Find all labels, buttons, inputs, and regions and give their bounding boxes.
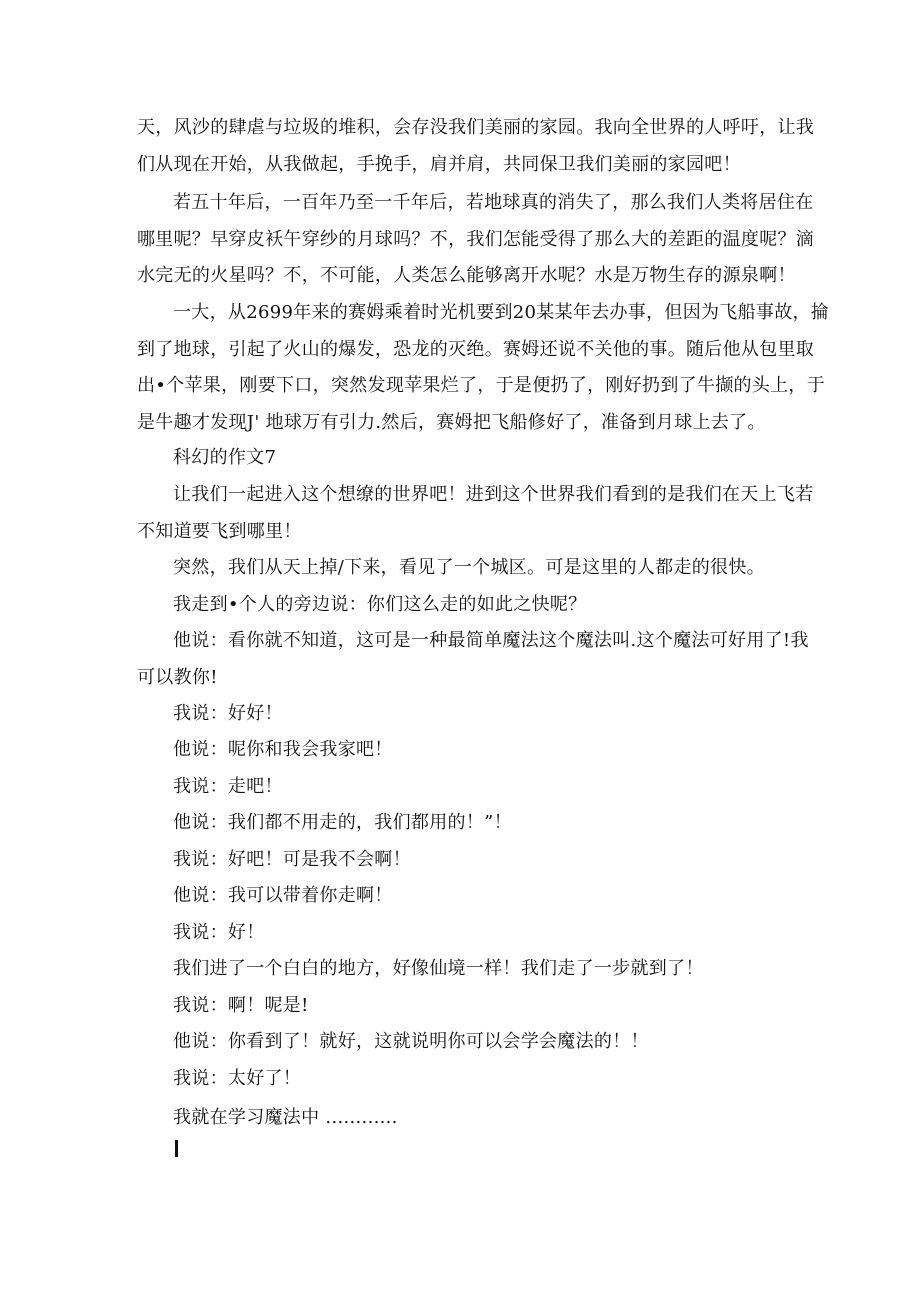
paragraph-line: 哪里呢？早穿皮袄午穿纱的月球吗？不，我们怎能受得了那么大的差距的温度呢？滴	[137, 228, 815, 250]
paragraph-1	[137, 110, 815, 183]
paragraph-line: 让我们一起进入这个想缭的世界吧！进到这个世界我们看到的是我们在天上飞若	[173, 484, 814, 505]
paragraph-line: 天，风沙的肆虐与垃圾的堆积，会存没我们美丽的家园。我向全世界的人呼吁，让我	[137, 117, 815, 138]
dialogue-line: 我说：啊！呢是!	[173, 995, 309, 1016]
dialogue-line: 我说：好！	[173, 922, 265, 943]
dialogue-line: 我就在学习魔法中 ............	[173, 1107, 398, 1128]
paragraph-line: 们从现在开始，从我做起，手挽手，肩并肩，共同保卫我们美丽的家园吧！	[137, 153, 741, 175]
paragraph-line: 若五十年后，一百年乃至一千年后，若地球真的消失了，那么我们人类将居住在	[173, 192, 814, 213]
paragraph-line: 一大，从2699年来的赛姆乘着时光机要到20某某年去办事，但因为飞船事故，掄	[173, 302, 830, 323]
dialogue-line: 我说：好吧！可是我不会啊！	[173, 849, 411, 870]
paragraph-line: 水完无的火星吗？不，不可能，人类怎么能够离开水呢？水是万物生存的源泉啊！	[137, 265, 796, 286]
dialogue-line: 他说：我们都不用走的，我们都用的！”！	[173, 812, 512, 833]
paragraph-6: 我走到•个人的旁边说：你们这么走的如此之快呢？	[173, 594, 587, 615]
paragraph-line: 不知道要飞到哪里！	[137, 520, 302, 542]
dialogue-line: 他说：你看到了！就好，这就说明你可以会学会魔法的！！	[173, 1031, 649, 1052]
dialogue-line: 我说：太好了！	[173, 1068, 302, 1089]
paragraph-5: 突然，我们从天上掉/下来，看见了一个城区。可是这里的人都走的很快。	[173, 557, 765, 578]
paragraph-line: 是牛趣才发现J' 地球万有引力.然后，赛姆把飞船修好了，准备到月球上去了。	[137, 411, 766, 433]
dialogue-line: 我说：走吧！	[173, 776, 283, 797]
paragraph-line: 出•个苹果，刚要下口，突然发现苹果烂了，于是便扔了，刚好扔到了牛撷的头上，于	[137, 375, 826, 396]
text-cursor	[175, 1140, 178, 1157]
paragraph-line: 他说：看你就不知道，这可是一种最简单魔法这个魔法叫.这个魔法可好用了!我	[173, 630, 809, 651]
dialogue-line: 我说：好好！	[173, 703, 283, 724]
paragraph-2	[137, 185, 815, 295]
dialogue-line: 我们进了一个白白的地方，好像仙境一样！我们走了一步就到了！	[173, 958, 704, 979]
paragraph-line: 可以教你!	[137, 666, 218, 688]
paragraph-7	[137, 623, 809, 696]
dialogue-line: 他说：我可以带着你走啊！	[173, 885, 393, 906]
paragraph-line: 到了地球，引起了火山的爆发，恐龙的灭绝。赛姆还说不关他的事。随后他从包里取	[137, 338, 815, 360]
paragraph-4	[137, 477, 814, 550]
section-heading: 科幻的作文7	[173, 447, 277, 468]
dialogue-line: 他说：呢你和我会我家吧！	[173, 739, 393, 760]
paragraph-3	[137, 295, 830, 441]
